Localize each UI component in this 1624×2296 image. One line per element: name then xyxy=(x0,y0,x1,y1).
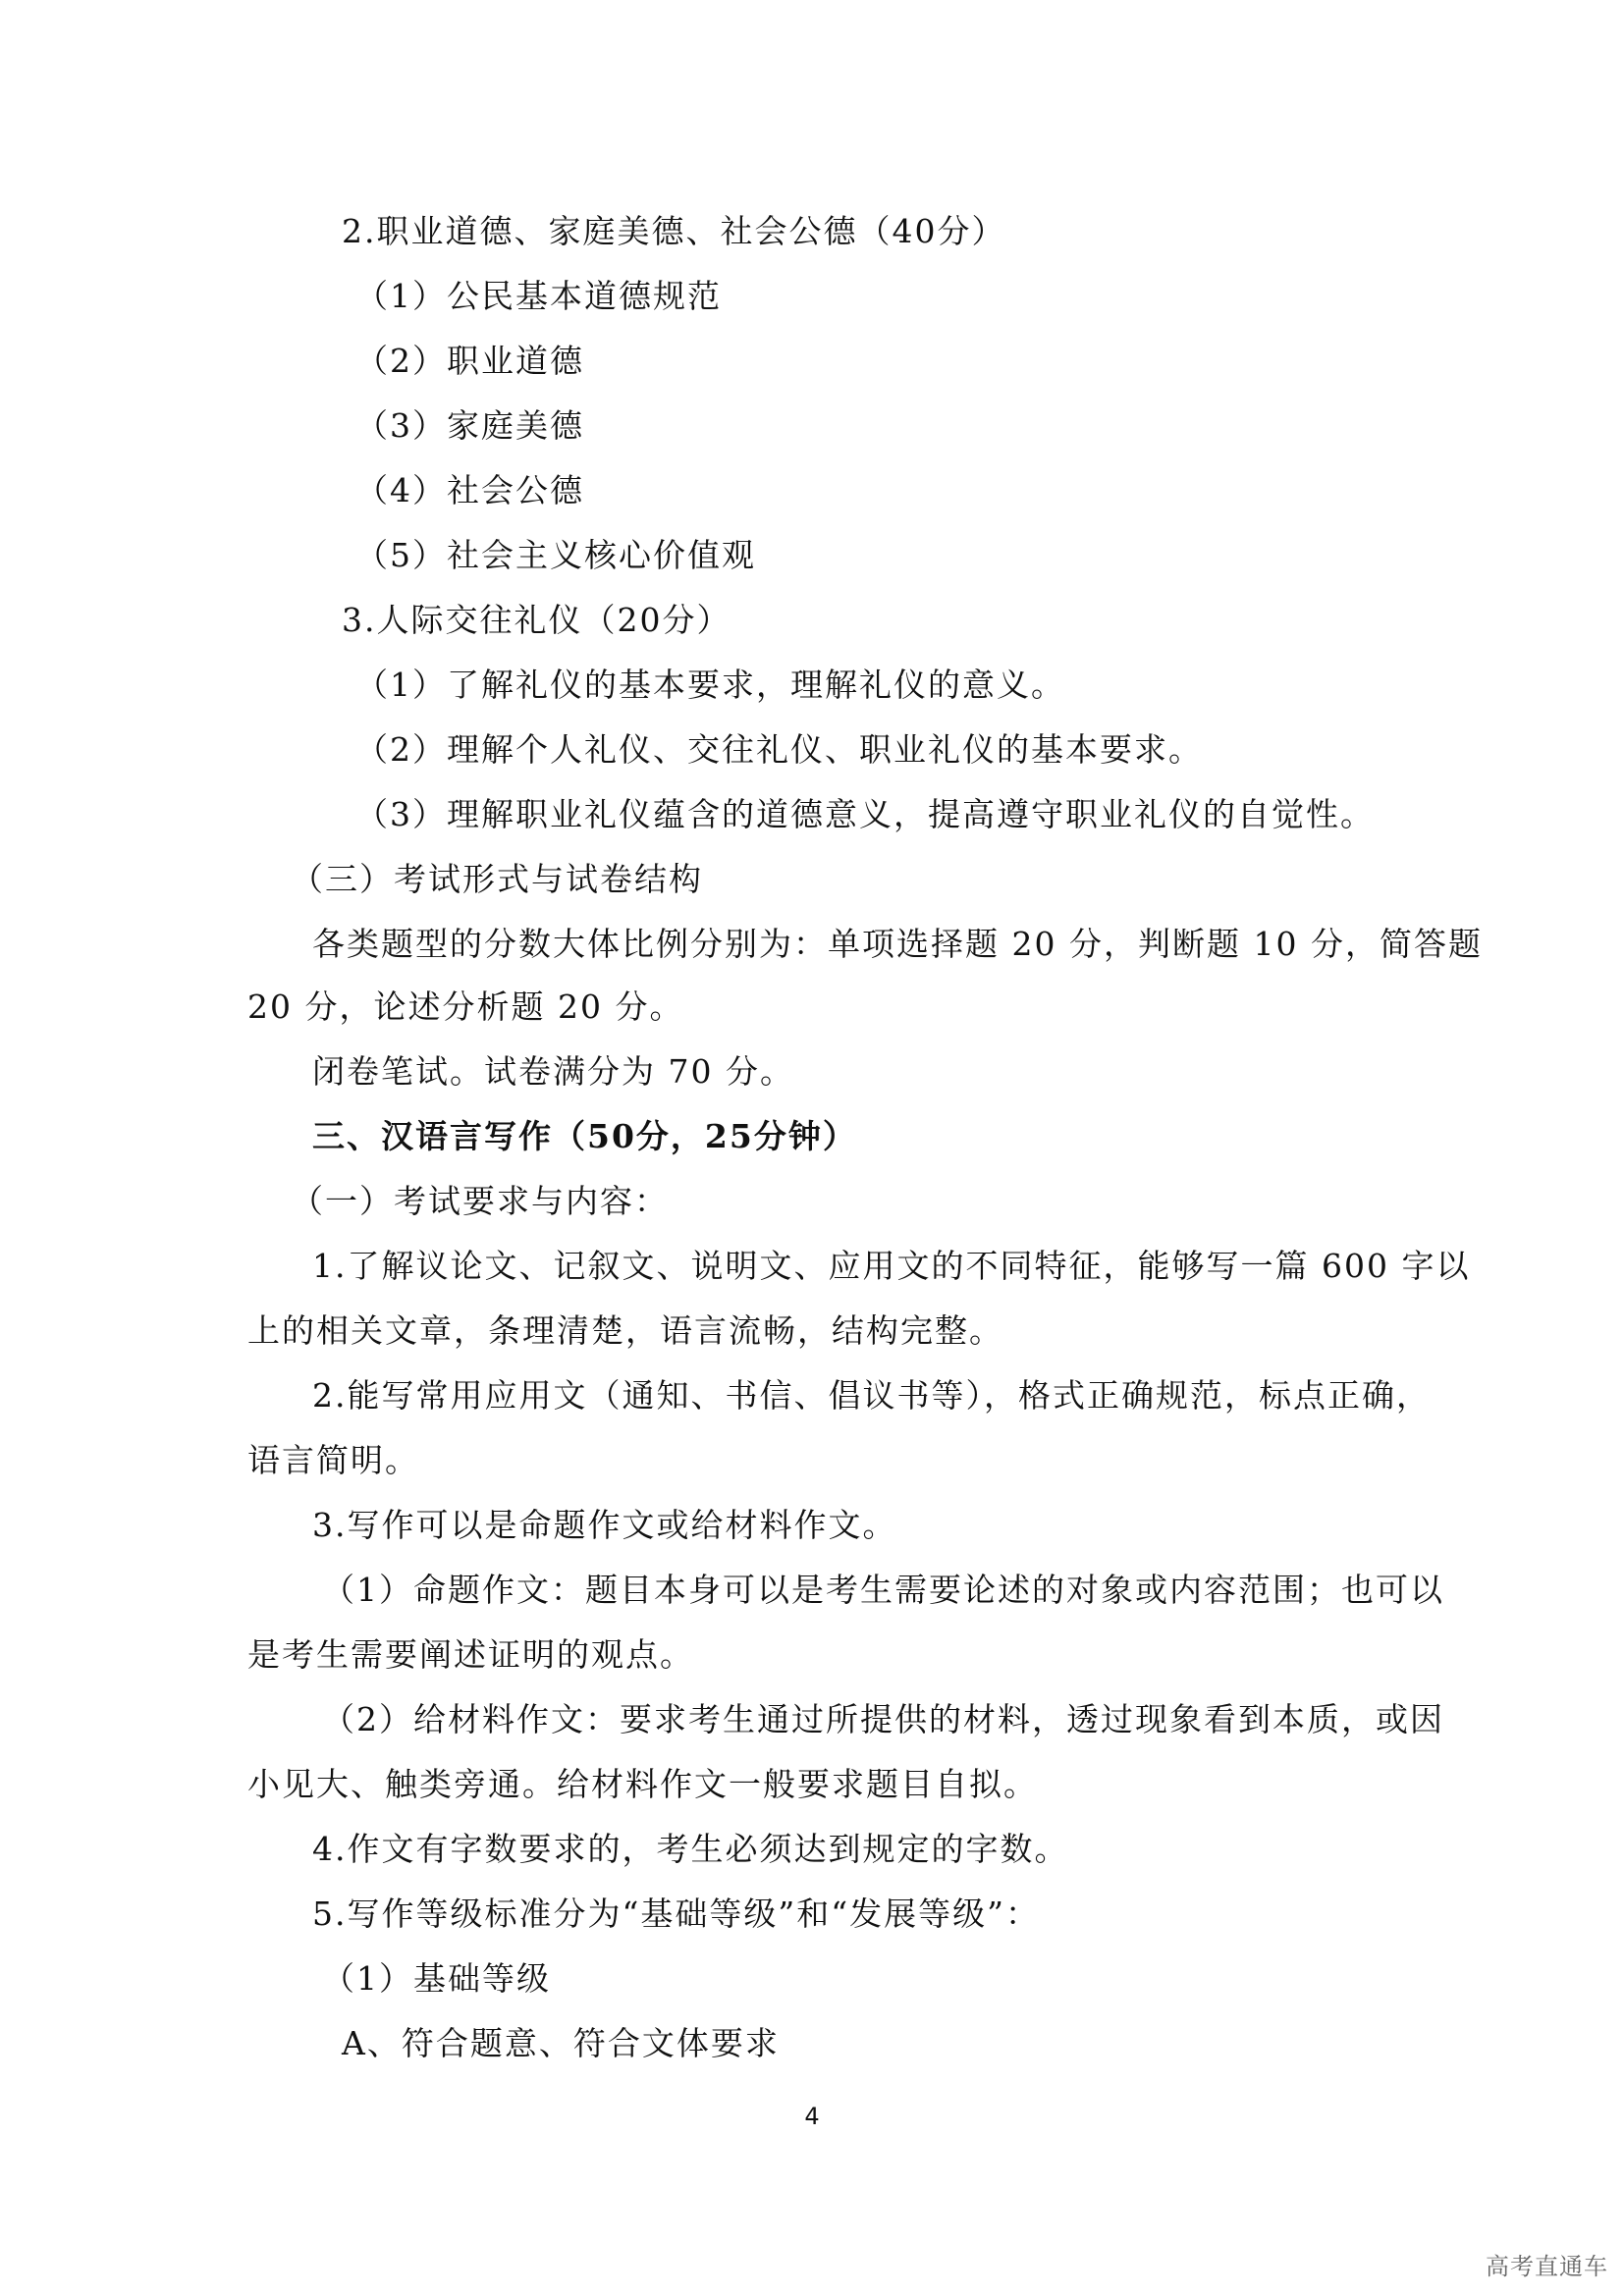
list-item-etiquette-meaning: （3）理解职业礼仪蕴含的道德意义，提高遵守职业礼仪的自觉性。 xyxy=(355,795,1375,833)
paragraph-material-essay-line-1: （2）给材料作文：要求考生通过所提供的材料，透过现象看到本质，或因 xyxy=(322,1700,1444,1738)
watermark-text: 高考直通车 xyxy=(1486,2253,1608,2280)
section-title-ethics: 2.职业道德、家庭美德、社会公德（40分） xyxy=(342,212,1006,250)
page-number: 4 xyxy=(804,2103,820,2130)
list-item-professional-ethics: （2）职业道德 xyxy=(355,342,584,380)
paragraph-writing-req-1-line-1: 1.了解议论文、记叙文、说明文、应用文的不同特征，能够写一篇 600 字以 xyxy=(312,1247,1471,1285)
paragraph-writing-req-3: 3.写作可以是命题作文或给材料作文。 xyxy=(312,1506,897,1544)
paragraph-writing-req-2-line-1: 2.能写常用应用文（通知、书信、倡议书等），格式正确规范，标点正确， xyxy=(312,1376,1431,1415)
paragraph-writing-req-1-line-2: 上的相关文章，条理清楚，语言流畅，结构完整。 xyxy=(247,1311,1003,1350)
list-item-citizen-ethics: （1）公民基本道德规范 xyxy=(355,277,722,315)
list-item-social-ethics: （4）社会公德 xyxy=(355,471,584,509)
paragraph-grading-standard: 5.写作等级标准分为“基础等级”和“发展等级”： xyxy=(312,1895,1040,1933)
list-item-core-values: （5）社会主义核心价值观 xyxy=(355,536,756,574)
paragraph-writing-req-2-line-2: 语言简明。 xyxy=(247,1441,419,1479)
paragraph-topic-essay-line-2: 是考生需要阐述证明的观点。 xyxy=(247,1635,694,1674)
list-item-etiquette-types: （2）理解个人礼仪、交往礼仪、职业礼仪的基本要求。 xyxy=(355,730,1203,769)
list-item-basic-level-a: A、符合题意、符合文体要求 xyxy=(342,2024,780,2062)
section-title-etiquette: 3.人际交往礼仪（20分） xyxy=(342,601,731,639)
paragraph-closed-book: 闭卷笔试。试卷满分为 70 分。 xyxy=(312,1052,794,1091)
list-item-basic-level: （1）基础等级 xyxy=(322,1959,551,1998)
list-item-etiquette-basic: （1）了解礼仪的基本要求，理解礼仪的意义。 xyxy=(355,666,1065,704)
paragraph-word-count: 4.作文有字数要求的，考生必须达到规定的字数。 xyxy=(312,1830,1069,1868)
chapter-heading-writing: 三、汉语言写作（50分，25分钟） xyxy=(312,1117,857,1155)
paragraph-score-ratio-line-1: 各类题型的分数大体比例分别为：单项选择题 20 分，判断题 10 分，简答题 xyxy=(312,925,1483,963)
section-heading-writing-requirements: （一）考试要求与内容： xyxy=(291,1182,669,1220)
paragraph-material-essay-line-2: 小见大、触类旁通。给材料作文一般要求题目自拟。 xyxy=(247,1765,1038,1803)
paragraph-score-ratio-line-2: 20 分，论述分析题 20 分。 xyxy=(247,988,684,1026)
paragraph-topic-essay-line-1: （1）命题作文：题目本身可以是考生需要论述的对象或内容范围；也可以 xyxy=(322,1571,1444,1609)
section-heading-exam-format: （三）考试形式与试卷结构 xyxy=(291,860,703,898)
list-item-family-virtue: （3）家庭美德 xyxy=(355,406,584,445)
